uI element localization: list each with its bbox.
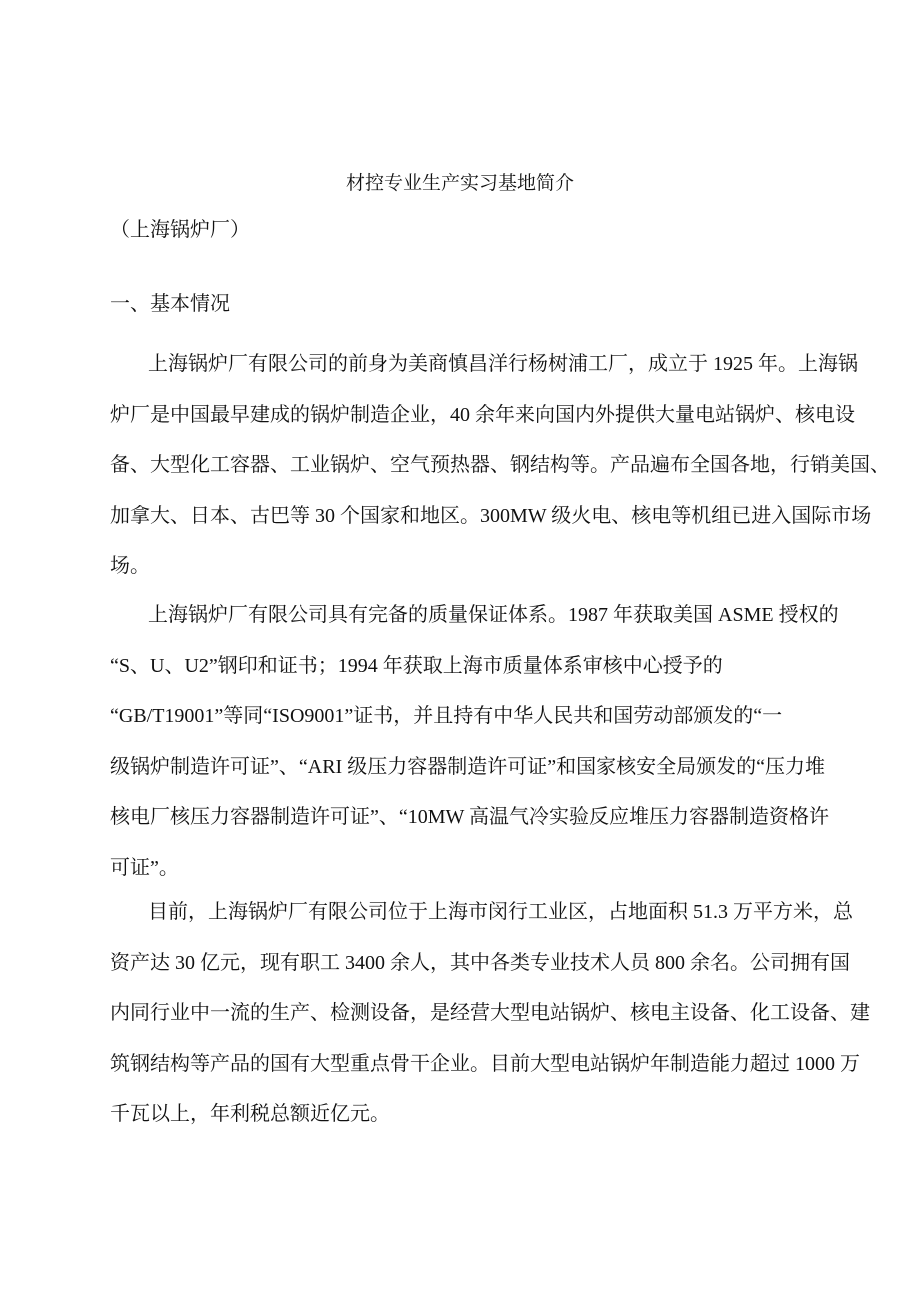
paragraph-current-status	[110, 898, 870, 1151]
paragraph-line: 千瓦以上，年利税总额近亿元。	[110, 1103, 390, 1125]
paragraph-quality-system	[110, 601, 840, 904]
paragraph-line: 筑钢结构等产品的国有大型重点骨干企业。目前大型电站锅炉年制造能力超过 1000 万	[110, 1052, 860, 1075]
document-title: 材控专业生产实习基地简介	[345, 173, 574, 194]
paragraph-line: 级锅炉制造许可证”、“ARI 级压力容器制造许可证”和国家核安全局颁发的“压力堆	[110, 755, 825, 778]
paragraph-line: 核电厂核压力容器制造许可证”、“10MW 高温气冷实验反应堆压力容器制造资格许	[110, 806, 830, 828]
paragraph-line: 上海锅炉厂有限公司的前身为美商慎昌洋行杨树浦工厂，成立于 1925 年。上海锅	[148, 353, 858, 375]
paragraph-line: 备、大型化工容器、工业锅炉、空气预热器、钢结构等。产品遍布全国各地，行销美国、	[110, 454, 890, 476]
paragraph-line: 目前，上海锅炉厂有限公司位于上海市闵行工业区，占地面积 51.3 万平方米，总	[148, 901, 853, 923]
paragraph-line: “S、U、U2”钢印和证书；1994 年获取上海市质量体系审核中心授予的	[110, 654, 723, 677]
section-heading: 一、基本情况	[110, 293, 230, 315]
paragraph-line: 资产达 30 亿元，现有职工 3400 余人，其中各类专业技术人员 800 余名。公司拥有国	[110, 951, 850, 974]
paragraph-line: 内同行业中一流的生产、检测设备，是经营大型电站锅炉、核电主设备、化工设备、建	[110, 1002, 870, 1024]
paragraph-line: 上海锅炉厂有限公司具有完备的质量保证体系。1987 年获取美国 ASME 授权的	[148, 604, 839, 626]
paragraph-line: 炉厂是中国最早建成的锅炉制造企业，40 余年来向国内外提供大量电站锅炉、核电设	[110, 403, 855, 426]
paragraph-history	[110, 350, 890, 603]
paragraph-line: 可证”。	[110, 856, 179, 879]
paragraph-line: 加拿大、日本、古巴等 30 个国家和地区。300MW 级火电、核电等机组已进入国际市场	[110, 504, 872, 527]
document-subtitle: （上海锅炉厂）	[110, 219, 250, 241]
paragraph-line: “GB/T19001”等同“ISO9001”证书，并且持有中华人民共和国劳动部颁发的“一	[110, 705, 783, 727]
paragraph-line: 场。	[110, 555, 150, 577]
